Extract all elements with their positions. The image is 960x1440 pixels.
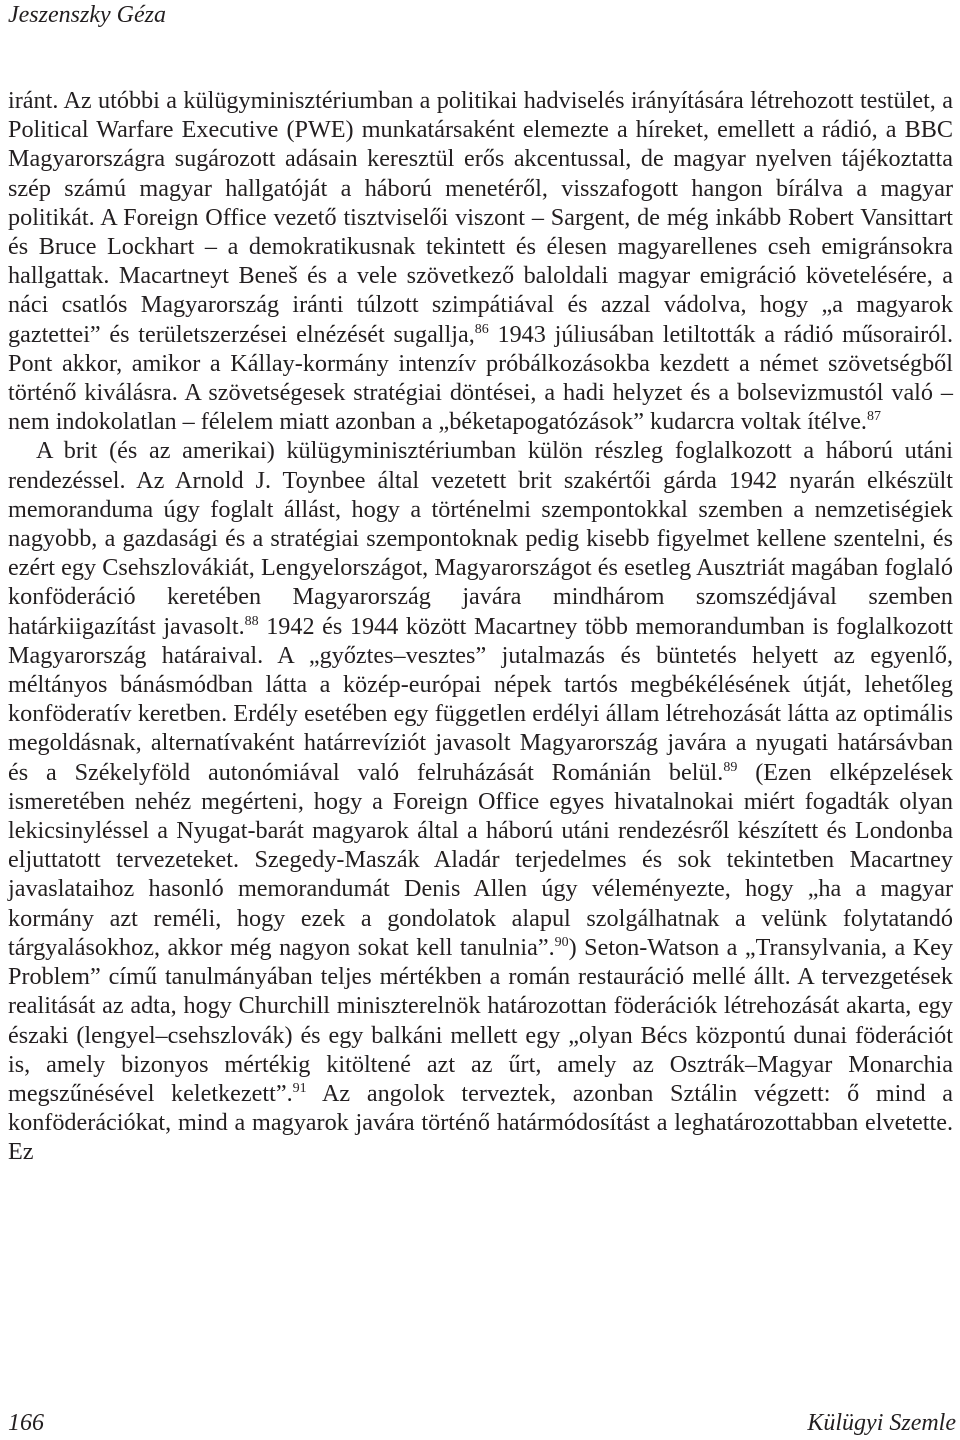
footnote-ref-90: 90 xyxy=(554,934,569,950)
text-span: A brit (és az amerikai) külügyminisztériumban külön részleg foglalkozott a háború utáni rendezéssel. Az Arnold J. Toynbee által vezetett brit szakértői gárda 1942 nyarán elkészült memoranduma úgy foglalt állást, hogy a történelmi szempontokkal szemben a nemzetiségiek nagyobb, a gazdasági és a stratégiai szempontoknak pedig kisebb figyelmet kellene szentelni, és ezért egy Csehszlovákiát, Lengyelországot, Magyarországot és esetleg Ausztriát magában foglaló konföderáció keretében Magyarország javára mindhárom szomszédjával szemben határkiigazítást javasolt. xyxy=(8,437,953,640)
footnote-ref-91: 91 xyxy=(292,1080,307,1096)
text-span: (Ezen elképzelések ismeretében nehéz megérteni, hogy a Foreign Office egyes hivatalnokai miért fogadták olyan lekicsinyléssel a Nyugat-barát magyarok által a háború utáni rendezésről készített és Londonba eljuttatott tervezeteket. Szegedy-Maszák Aladár terjedelmes és sok tekintetben Macartney javaslataihoz hasonló memorandumát Denis Allen úgy véleményezte, hogy „ha a magyar kormány azt reméli, hogy ezek a gondolatok alapul szolgálhatnak a velünk folytatandó tárgyalásokhoz, akkor még nagyon sokat kell tanulnia”. xyxy=(8,758,953,961)
page-number: 166 xyxy=(8,1410,44,1436)
paragraph xyxy=(8,86,953,436)
text-span: iránt. Az utóbbi a külügyminisztériumban a politikai hadviselés irányítására létrehozott testület, a Political Warfare Executive (PWE) munkatársaként elemezte a híreket, emellett a rádió, a BBC Magyarországra sugározott adásain keresztül erős akcentussal, de magyar nyelven tájékoztatta szép számú magyar hallgatóját a háború menetéről, visszafogott hangon bírálva a magyar politikát. A Foreign Office vezető tisztviselői viszont – Sargent, de még inkább Robert Vansittart és Bruce Lockhart – a demokratikusnak tekintett és élesen magyarellenes cseh emigránsokra hallgattak. Macartneyt Beneš és a vele szövetkező baloldali magyar emigráció követelésére, a náci csatlós Magyarország iránti túlzott szimpátiával és azzal vádolva, hogy „a magyarok gaztettei” és területszerzései elnézését sugallja, xyxy=(8,87,953,348)
journal-title: Külügyi Szemle xyxy=(807,1410,956,1436)
running-head-author: Jeszenszky Géza xyxy=(8,2,166,28)
body-text xyxy=(8,86,953,1167)
text-span: ) Seton-Watson a „Transylvania, a Key Problem” című tanulmányában teljes mértékben a román restauráció mellé állt. A tervezgetések realitását az adta, hogy Churchill miniszterelnök határozottan föderációk létrehozását akarta, egy északi (lengyel–csehszlovák) és egy balkáni mellett egy „olyan Bécs központú dunai föderációt is, amely bizonyos mértékig kitöltené azt az űrt, amely az Osztrák–Magyar Monarchia megszűnésével keletkezett”. xyxy=(8,933,953,1107)
footnote-ref-87: 87 xyxy=(866,409,881,425)
footnote-ref-89: 89 xyxy=(723,759,738,775)
paragraph xyxy=(8,436,953,1166)
text-span: 1942 és 1944 között Macartney több memorandumban is foglalkozott Magyarország határaival. A „győztes–vesztes” jutalmazás és büntetés helyett az egyenlő, méltányos bánásmódban látta a közép-európai népek tartós megbékélésének útját, lehetőleg konföderatív keretben. Erdély esetében egy független erdélyi állam létrehozását látta az optimális megoldásnak, alternatívaként határrevíziót javasolt Magyarország javára a nyugati határsávban és a Székelyföld autonómiával való felruházását Románián belül. xyxy=(8,612,953,786)
text-span: 1943 júliusában letiltották a rádió műsorairól. Pont akkor, amikor a Kállay-kormány intenzív próbálkozásokba kezdett a német szövetségből történő kiválásra. A szövetségesek stratégiai döntései, a hadi helyzet és a bolsevizmustól való – nem indokolatlan – félelem miatt azonban a „béketapogatózások” kudarcra voltak ítélve. xyxy=(8,320,953,436)
text-span: Az angolok terveztek, azonban Sztálin végzett: ő mind a konföderációkat, mind a magyarok javára történő határmódosítást a leghatározottabban elvetette. Ez xyxy=(8,1079,953,1166)
footnote-ref-88: 88 xyxy=(244,613,259,629)
footnote-ref-86: 86 xyxy=(474,321,489,337)
